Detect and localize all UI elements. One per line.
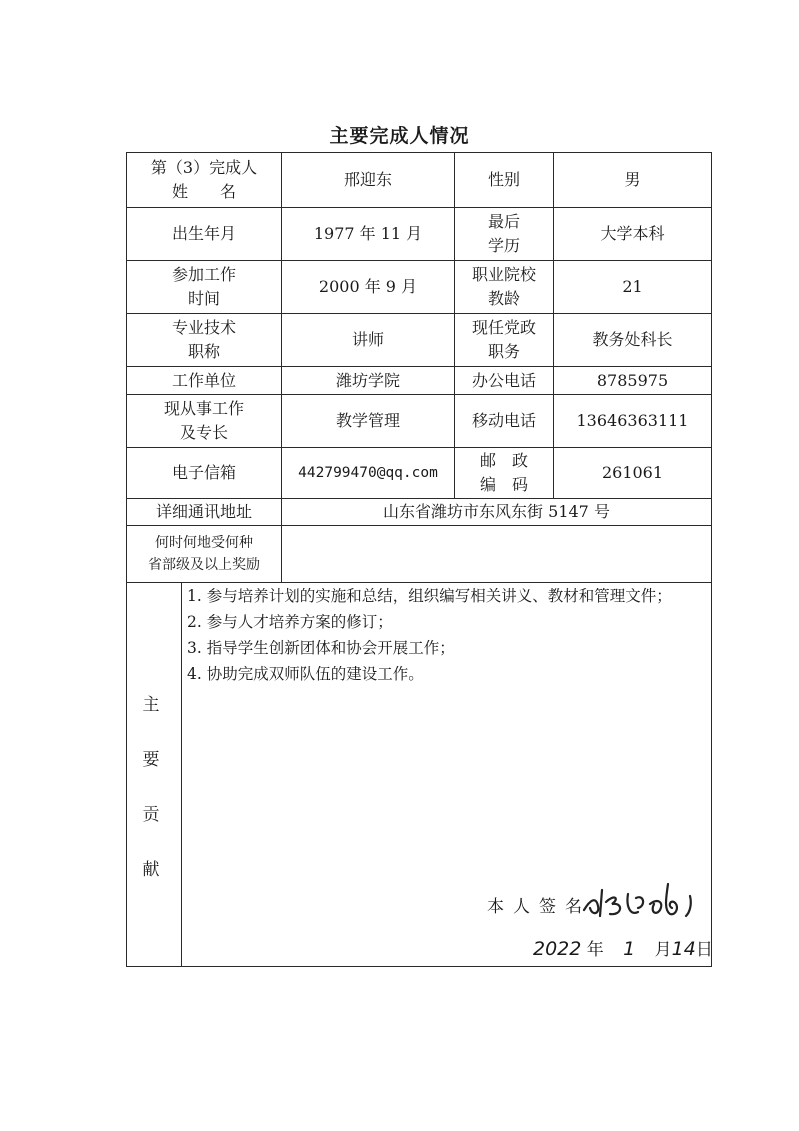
signature-date <box>533 935 713 960</box>
label-specialty <box>127 395 281 447</box>
contribution-heading <box>136 678 166 898</box>
list-item: 1. 参与培养计划的实施和总结，组织编写相关讲义、教材和管理文件； <box>187 587 672 605</box>
label-text: 职业院校 <box>471 265 536 284</box>
contribution-list <box>187 583 707 687</box>
label-address: 详细通讯地址 <box>155 502 252 521</box>
label-text: 邮 政 <box>479 451 528 470</box>
value-birth: 1977 年 11 月 <box>313 224 423 243</box>
label-mobile: 移动电话 <box>471 411 536 430</box>
label-text: 现任党政 <box>471 318 536 337</box>
date-month: 1 <box>623 938 636 960</box>
column-divider <box>181 582 182 967</box>
label-text: 及专长 <box>179 423 228 442</box>
label-email: 电子信箱 <box>171 463 236 482</box>
label-employer: 工作单位 <box>171 370 236 390</box>
label-text: 专业技术 <box>171 318 236 337</box>
handwritten-signature <box>580 872 710 922</box>
list-item: 4. 协助完成双师队伍的建设工作。 <box>187 665 424 683</box>
label-completer-name <box>127 153 281 207</box>
label-text: 现从事工作 <box>163 399 244 418</box>
label-birth: 出生年月 <box>171 224 236 243</box>
label-text: 教龄 <box>487 289 520 308</box>
label-gender: 性别 <box>487 170 520 189</box>
value-position: 教务处科长 <box>592 330 673 349</box>
date-year: 2022 <box>533 938 582 960</box>
label-awards <box>127 526 281 582</box>
value-office-phone: 8785975 <box>596 370 669 390</box>
heading-char: 贡 <box>142 805 160 825</box>
label-text: 编 码 <box>479 475 528 494</box>
label-text: 职务 <box>487 342 520 361</box>
value-employer: 潍坊学院 <box>335 370 400 390</box>
value-gender: 男 <box>624 170 641 189</box>
label-text: 省部级及以上奖励 <box>148 557 260 573</box>
label-text: 时间 <box>187 289 220 308</box>
heading-char: 献 <box>142 860 160 880</box>
value-title: 讲师 <box>351 330 384 349</box>
label-text: 参加工作 <box>171 265 236 284</box>
value-mobile: 13646363111 <box>576 411 689 430</box>
label-text: 姓 名 <box>171 182 236 201</box>
label-education <box>455 208 553 260</box>
date-unit: 月 <box>654 940 672 960</box>
label-text: 最后 <box>487 212 520 231</box>
value-work-start: 2000 年 9 月 <box>318 277 418 296</box>
list-item: 3. 指导学生创新团体和协会开展工作； <box>187 639 455 657</box>
page-title: 主要完成人情况 <box>329 125 470 147</box>
signature-label: 本人签名 <box>487 897 591 917</box>
label-text: 职称 <box>187 342 220 361</box>
list-item: 2. 参与人才培养方案的修订； <box>187 613 393 631</box>
label-teaching-years <box>455 261 553 313</box>
value-awards <box>282 526 711 582</box>
date-unit: 日 <box>695 940 713 960</box>
date-day: 14 <box>671 938 696 960</box>
value-specialty: 教学管理 <box>335 411 400 430</box>
label-position <box>455 314 553 366</box>
label-text: 第（3）完成人 <box>150 158 258 177</box>
value-teaching-years: 21 <box>622 277 643 296</box>
value-address: 山东省潍坊市东风东街 5147 号 <box>383 502 610 521</box>
label-work-start <box>127 261 281 313</box>
label-text: 何时何地受何种 <box>155 535 253 551</box>
label-title <box>127 314 281 366</box>
value-email: 442799470@qq.com <box>298 465 438 481</box>
value-postcode: 261061 <box>601 463 664 482</box>
value-name: 邢迎东 <box>343 170 392 189</box>
heading-char: 主 <box>142 695 160 715</box>
date-unit: 年 <box>586 940 604 960</box>
heading-char: 要 <box>142 750 160 770</box>
label-office-phone: 办公电话 <box>471 370 536 390</box>
value-education: 大学本科 <box>600 224 665 243</box>
label-text: 学历 <box>487 236 520 255</box>
label-postcode <box>455 448 553 498</box>
